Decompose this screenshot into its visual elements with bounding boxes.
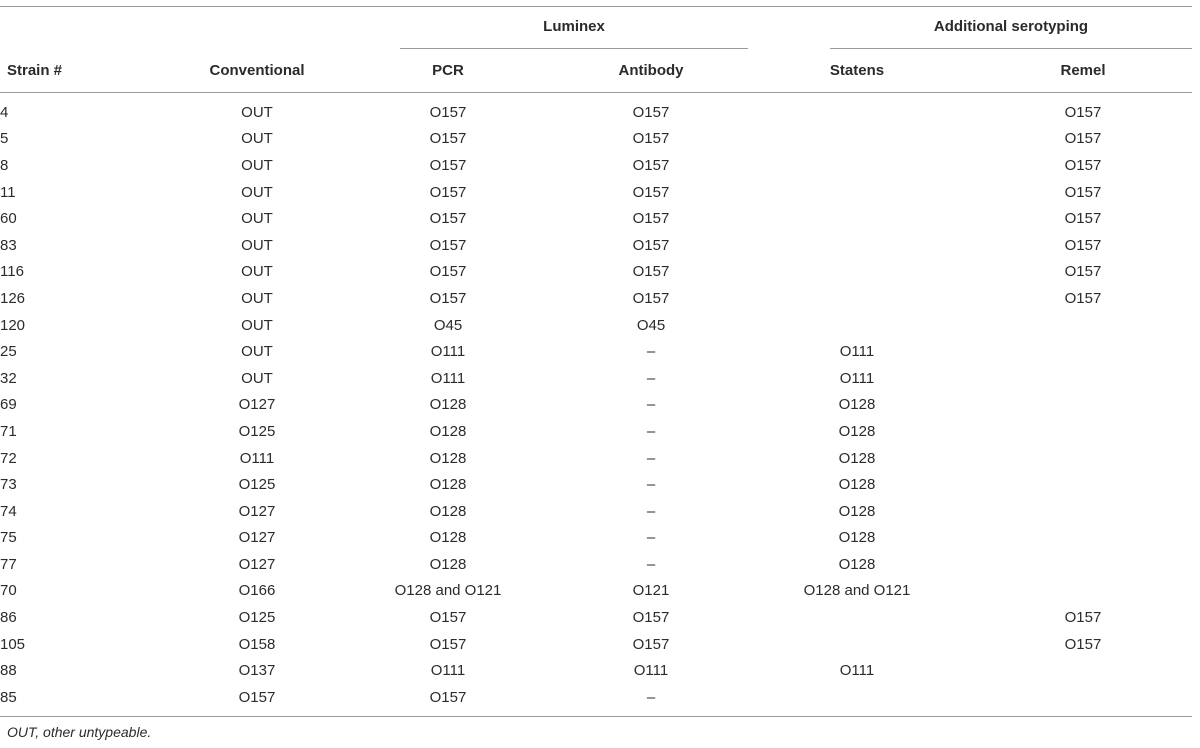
cell-statens: O128 [838,449,876,467]
cell-conventional: OUT [241,130,273,148]
cell-conventional: OUT [241,183,273,201]
cell-antibody: – [646,422,656,440]
cell-remel [974,498,1192,525]
table-row [0,232,1192,259]
cell-strain: 69 [0,396,17,414]
table-row [0,312,1192,339]
cell-remel: O157 [1064,183,1102,201]
cell-remel [974,471,1192,498]
cell-statens [740,126,974,153]
cell-remel [974,684,1192,711]
table-row [0,604,1192,631]
cell-antibody: O157 [632,103,670,121]
footnote: OUT, other untypeable. [7,724,152,740]
group-rule-luminex [400,48,748,49]
cell-antibody: O157 [632,289,670,307]
cell-statens [740,604,974,631]
column-header-pcr: PCR [432,62,464,79]
table-row [0,152,1192,179]
cell-conventional: OUT [241,343,273,361]
cell-antibody: – [646,396,656,414]
cell-strain: 11 [0,183,16,201]
table-row [0,285,1192,312]
cell-statens: O111 [839,343,875,361]
cell-pcr: O157 [429,156,467,174]
cell-conventional: OUT [241,263,273,281]
top-rule [0,6,1192,7]
cell-pcr: O111 [430,343,466,361]
cell-pcr: O157 [429,103,467,121]
cell-strain: 116 [0,263,24,281]
cell-pcr: O128 [429,449,467,467]
table-row [0,338,1192,365]
table-row [0,418,1192,445]
cell-statens [740,152,974,179]
table-row [0,631,1192,658]
cell-strain: 120 [0,316,26,334]
cell-statens [740,232,974,259]
cell-conventional: O137 [238,662,276,680]
group-rule-additional [830,48,1192,49]
cell-statens [740,631,974,658]
cell-antibody: – [646,529,656,547]
table-row [0,392,1192,419]
cell-remel: O157 [1064,156,1102,174]
cell-strain: 71 [0,422,17,440]
cell-remel [974,418,1192,445]
cell-pcr: O128 [429,529,467,547]
header-rule [0,92,1192,93]
cell-remel: O157 [1064,130,1102,148]
cell-antibody: O111 [633,662,669,680]
bottom-rule [0,716,1192,717]
cell-strain: 32 [0,369,17,387]
cell-remel [974,525,1192,552]
table-row [0,99,1192,126]
cell-statens: O111 [839,662,875,680]
cell-remel [974,312,1192,339]
cell-strain: 5 [0,130,9,148]
cell-strain: 73 [0,476,17,494]
cell-statens: O128 [838,555,876,573]
cell-antibody: – [646,688,656,706]
cell-statens [740,179,974,206]
cell-pcr: O157 [429,210,467,228]
cell-conventional: OUT [241,156,273,174]
column-header-remel: Remel [1060,62,1106,79]
cell-strain: 77 [0,555,17,573]
cell-remel [974,445,1192,472]
cell-pcr: O128 [429,502,467,520]
cell-statens [740,205,974,232]
cell-antibody: – [646,476,656,494]
table-row [0,365,1192,392]
cell-conventional: O125 [238,422,276,440]
cell-strain: 70 [0,582,17,600]
cell-antibody: O45 [636,316,666,334]
table-row [0,126,1192,153]
cell-strain: 83 [0,236,17,254]
cell-statens: O128 [838,422,876,440]
cell-conventional: O158 [238,635,276,653]
cell-remel: O157 [1064,210,1102,228]
table-row [0,445,1192,472]
cell-conventional: OUT [241,316,273,334]
cell-statens: O128 [838,529,876,547]
cell-statens: O128 [838,476,876,494]
cell-antibody: – [646,555,656,573]
cell-statens [740,259,974,286]
cell-remel: O157 [1064,289,1102,307]
cell-remel [974,365,1192,392]
cell-pcr: O157 [429,289,467,307]
cell-conventional: O127 [238,502,276,520]
cell-statens [740,99,974,126]
table-body [0,99,1192,711]
cell-statens: O128 and O121 [803,582,911,600]
cell-pcr: O128 and O121 [394,582,502,600]
cell-antibody: – [646,449,656,467]
column-header-conventional: Conventional [209,62,305,79]
cell-conventional: OUT [241,369,273,387]
column-header-statens: Statens [829,62,885,79]
column-header-row [0,62,1192,84]
cell-statens: O111 [839,369,875,387]
cell-pcr: O45 [433,316,463,334]
cell-pcr: O157 [429,688,467,706]
cell-antibody: O157 [632,635,670,653]
cell-conventional: OUT [241,103,273,121]
cell-antibody: – [646,369,656,387]
cell-strain: 75 [0,529,17,547]
cell-remel [974,657,1192,684]
cell-strain: 25 [0,343,17,361]
cell-pcr: O111 [430,662,466,680]
table-row [0,525,1192,552]
cell-remel: O157 [1064,103,1102,121]
group-header-additional-serotyping: Additional serotyping [933,18,1089,35]
cell-pcr: O128 [429,476,467,494]
cell-pcr: O157 [429,609,467,627]
cell-remel: O157 [1064,263,1102,281]
cell-pcr: O128 [429,555,467,573]
table-row [0,498,1192,525]
cell-strain: 126 [0,289,26,307]
cell-conventional: O127 [238,396,276,414]
cell-statens: O128 [838,502,876,520]
cell-statens: O128 [838,396,876,414]
table-row [0,259,1192,286]
cell-antibody: O157 [632,156,670,174]
cell-remel: O157 [1064,635,1102,653]
cell-antibody: O157 [632,263,670,281]
cell-remel: O157 [1064,236,1102,254]
cell-conventional: O125 [238,609,276,627]
cell-antibody: O157 [632,236,670,254]
cell-pcr: O157 [429,263,467,281]
cell-pcr: O128 [429,396,467,414]
cell-strain: 74 [0,502,17,520]
table-row [0,684,1192,711]
cell-statens [740,312,974,339]
cell-pcr: O157 [429,183,467,201]
cell-strain: 86 [0,609,17,627]
cell-strain: 88 [0,662,17,680]
cell-antibody: – [646,343,656,361]
cell-strain: 8 [0,156,9,174]
cell-remel: O157 [1064,609,1102,627]
cell-statens [740,684,974,711]
cell-strain: 72 [0,449,17,467]
table-row [0,471,1192,498]
cell-pcr: O157 [429,130,467,148]
cell-remel [974,578,1192,605]
cell-conventional: OUT [241,236,273,254]
cell-remel [974,392,1192,419]
cell-conventional: O125 [238,476,276,494]
column-header-antibody: Antibody [618,62,684,79]
column-header-strain: Strain # [7,62,63,79]
cell-antibody: O121 [632,582,670,600]
cell-conventional: O111 [239,449,275,467]
table-row [0,205,1192,232]
cell-conventional: OUT [241,289,273,307]
cell-conventional: O127 [238,529,276,547]
cell-remel [974,338,1192,365]
cell-remel [974,551,1192,578]
cell-antibody: O157 [632,130,670,148]
cell-antibody: O157 [632,210,670,228]
cell-statens [740,285,974,312]
cell-pcr: O157 [429,635,467,653]
cell-strain: 105 [0,635,26,653]
table-row [0,551,1192,578]
cell-conventional: O157 [238,688,276,706]
table-row [0,179,1192,206]
cell-conventional: O166 [238,582,276,600]
cell-antibody: O157 [632,183,670,201]
cell-antibody: O157 [632,609,670,627]
table-row [0,657,1192,684]
cell-conventional: O127 [238,555,276,573]
cell-pcr: O128 [429,422,467,440]
cell-strain: 4 [0,103,9,121]
cell-pcr: O157 [429,236,467,254]
cell-pcr: O111 [430,369,466,387]
cell-strain: 60 [0,210,17,228]
group-header-luminex: Luminex [543,18,605,35]
cell-conventional: OUT [241,210,273,228]
cell-antibody: – [646,502,656,520]
cell-strain: 85 [0,688,17,706]
table-row [0,578,1192,605]
